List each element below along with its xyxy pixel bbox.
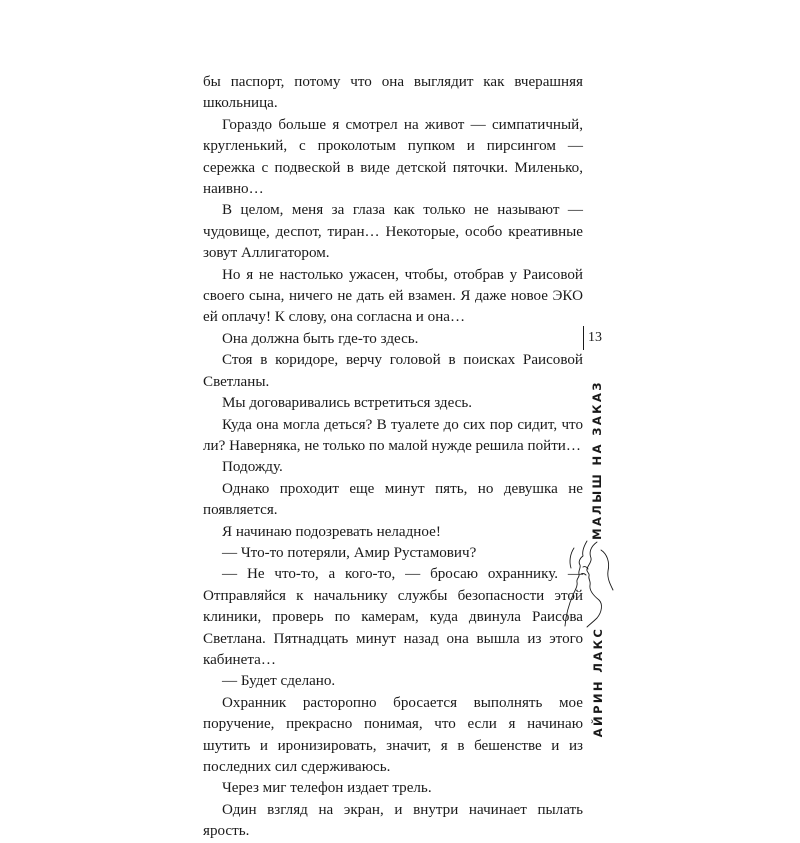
- paragraph: Гораздо больше я смотрел на живот — симпатичный, кругленький, с проколотым пупком и пирсингом — сережка с подвеской в виде детской пяточки. Миленько, наивно…: [203, 116, 583, 198]
- page-number: 13: [583, 326, 604, 350]
- series-title: МАЛЫШ НА ЗАКАЗ: [590, 380, 604, 540]
- paragraph: Она должна быть где-то здесь.: [222, 330, 419, 347]
- paragraph: Мы договаривались встретиться здесь.: [222, 395, 473, 412]
- paragraph: Подожду.: [222, 459, 283, 476]
- author-name: АЙРИН ЛАКС: [591, 626, 605, 738]
- body-text: [203, 72, 583, 843]
- paragraph: Однако проходит еще минут пять, но девушка не появляется.: [203, 480, 583, 519]
- paragraph: — Что-то потеряли, Амир Рустамович?: [222, 544, 477, 561]
- paragraph: В целом, меня за глаза как только не называют — чудовище, деспот, тиран… Некоторые, особо креативные зовут Аллигатором.: [203, 202, 583, 262]
- kissing-faces-line-art-icon: [563, 538, 615, 628]
- paragraph: Один взгляд на экран, и внутри начинает пылать ярость.: [203, 801, 583, 840]
- paragraph: Через миг телефон издает трель.: [222, 780, 432, 797]
- paragraph: бы паспорт, потому что она выглядит как вчерашняя школьница.: [203, 74, 583, 112]
- paragraph: Охранник расторопно бросается выполнять мое поручение, прекрасно понимая, что если я начинаю шутить и иронизировать, значит, я в бешенстве и из последних сил сдерживаюсь.: [203, 694, 583, 775]
- paragraph: — Будет сделано.: [222, 673, 336, 690]
- paragraph: Я начинаю подозревать неладное!: [222, 523, 441, 540]
- paragraph: — Не что-то, а кого-то, — бросаю охраннику. — Отправляйся к начальнику службы безопасности этой клиники, проверь по камерам, куда двинула Раисова Светлана. Пятнадцать минут назад она вышла из этого кабинета…: [203, 566, 583, 668]
- paragraph: Стоя в коридоре, верчу головой в поисках Раисовой Светланы.: [203, 352, 583, 390]
- paragraph: Но я не настолько ужасен, чтобы, отобрав у Раисовой своего сына, ничего не дать ей взамен. Я даже новое ЭКО ей оплачу! К слову, она согласна и она…: [203, 266, 583, 326]
- paragraph: Куда она могла деться? В туалете до сих пор сидит, что ли? Наверняка, не только по малой нужде решила пойти…: [203, 416, 583, 454]
